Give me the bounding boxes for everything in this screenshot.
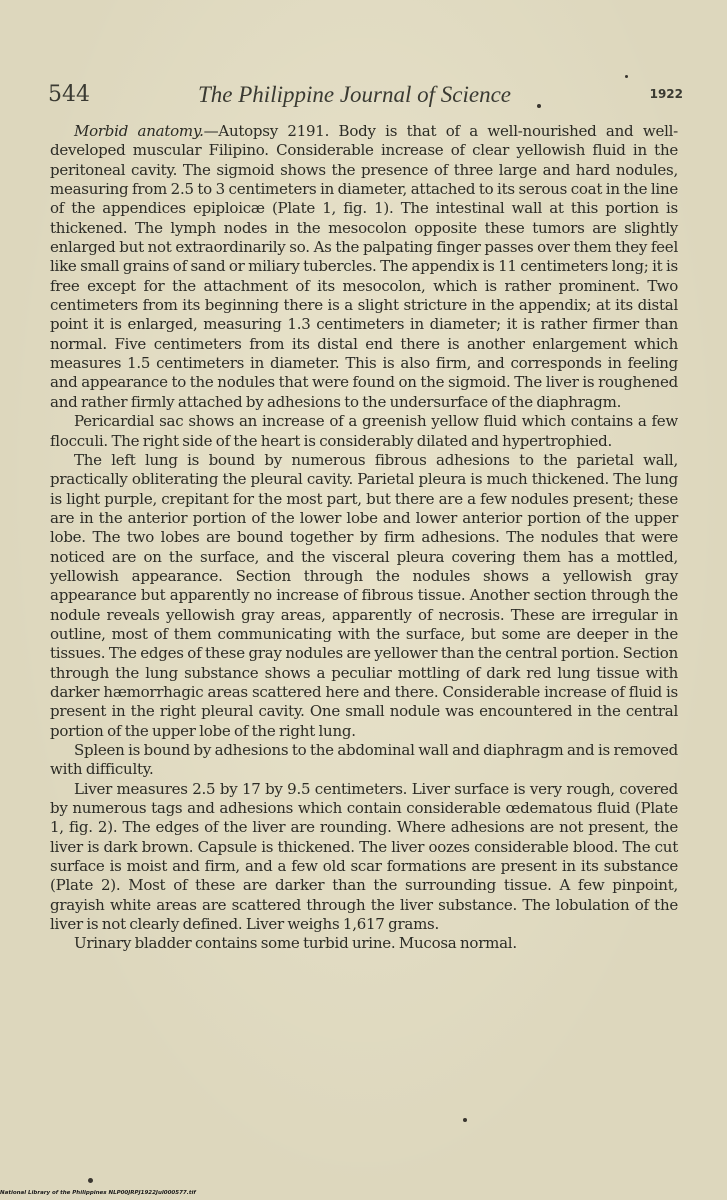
running-header: [48, 82, 683, 112]
journal-title: The Philippine Journal of Science: [198, 82, 511, 107]
paragraph-text: Urinary bladder contains some turbid urine. Mucosa normal.: [74, 934, 517, 953]
ink-speck: [537, 104, 541, 108]
paragraph-left-lung: [50, 451, 678, 741]
page-number: 544: [48, 82, 90, 107]
paragraph-liver: [50, 780, 678, 935]
paragraph-urinary-bladder: [50, 934, 678, 953]
ink-speck: [463, 1118, 467, 1122]
paragraph-text: —Autopsy 2191. Body is that of a well-nourished and well-developed muscular Filipino. Considerable increase of clear yellowish fluid in the peritoneal cavity. The sigmoid shows the presence of three large and hard nodules, measuring from 2.5 to 3 centimeters in diameter, attached to its serous coat in the line of the appendices epiploicæ (Plate 1, fig. 1). The intestinal wall at this portion is thickened. The lymph nodes in the mesocolon opposite these tumors are slightly enlarged but not extraordinarily so. As the palpating finger passes over them they feel like small grains of sand or miliary tubercles. The appendix is 11 centimeters long; it is free except for the attachment of its mesocolon, which is rather prominent. Two centimeters from its beginning there is a slight stricture in the appendix; at its distal point it is enlarged, measuring 1.3 centimeters in diameter; it is rather firmer than normal. Five centimeters from its distal end there is another enlargement which measures 1.5 centimeters in diameter. This is also firm, and corresponds in feeling and appearance to the nodules that were found on the sigmoid. The liver is roughened and rather firmly attached by adhesions to the undersurface of the diaphragm.: [50, 122, 678, 411]
publication-year: 1922: [649, 87, 683, 101]
article-body: [50, 122, 678, 954]
paragraph-text: Liver measures 2.5 by 17 by 9.5 centimeters. Liver surface is very rough, covered by numerous tags and adhesions which contain considerable œdematous fluid (Plate 1, fig. 2). The edges of the liver are rounding. Where adhesions are not present, the liver is dark brown. Capsule is thickened. The liver oozes considerable blood. The cut surface is moist and firm, and a few old scar formations are present in its substance (Plate 2). Most of these are darker than the surrounding tissue. A few pinpoint, grayish white areas are scattered through the liver substance. The lobulation of the liver is not clearly defined. Liver weighs 1,617 grams.: [50, 779, 678, 934]
paragraph-spleen: [50, 741, 678, 780]
section-lead: Morbid anatomy.: [74, 122, 204, 140]
scan-credit: National Library of the Philippines NLP00JRPJ1922Jul000577.tif: [0, 1190, 196, 1196]
paragraph-text: The left lung is bound by numerous fibrous adhesions to the parietal wall, practically obliterating the pleural cavity. Parietal pleura is much thickened. The lung is light purple, crepitant for the most part, but there are a few nodules present; these are in the anterior portion of the lower lobe and lower anterior portion of the upper lobe. The two lobes are bound together by firm adhesions. The nodules that were noticed are on the surface, and the visceral pleura covering them has a mottled, yellowish appearance. Section through the nodules shows a yellowish gray appearance but apparently no increase of fibrous tissue. Another section through the nodule reveals yellowish gray areas, apparently of necrosis. These are irregular in outline, most of them communicating with the surface, but some are deeper in the tissues. The edges of these gray nodules are yellower than the central portion. Section through the lung substance shows a peculiar mottling of dark red lung tissue with darker hæmorrhagic areas scattered here and there. Considerable increase of fluid is present in the right pleural cavity. One small nodule was encountered in the central portion of the upper lobe of the right lung.: [50, 450, 678, 740]
paragraph-pericardial-sac: [50, 412, 678, 451]
paragraph-morbid-anatomy: [50, 122, 678, 412]
ink-speck: [88, 1178, 93, 1183]
paragraph-text: Pericardial sac shows an increase of a greenish yellow fluid which contains a few flocculi. The right side of the heart is considerably dilated and hypertrophied.: [50, 412, 678, 450]
paragraph-text: Spleen is bound by adhesions to the abdominal wall and diaphragm and is removed with difficulty.: [50, 741, 678, 779]
ink-speck: [625, 75, 628, 78]
